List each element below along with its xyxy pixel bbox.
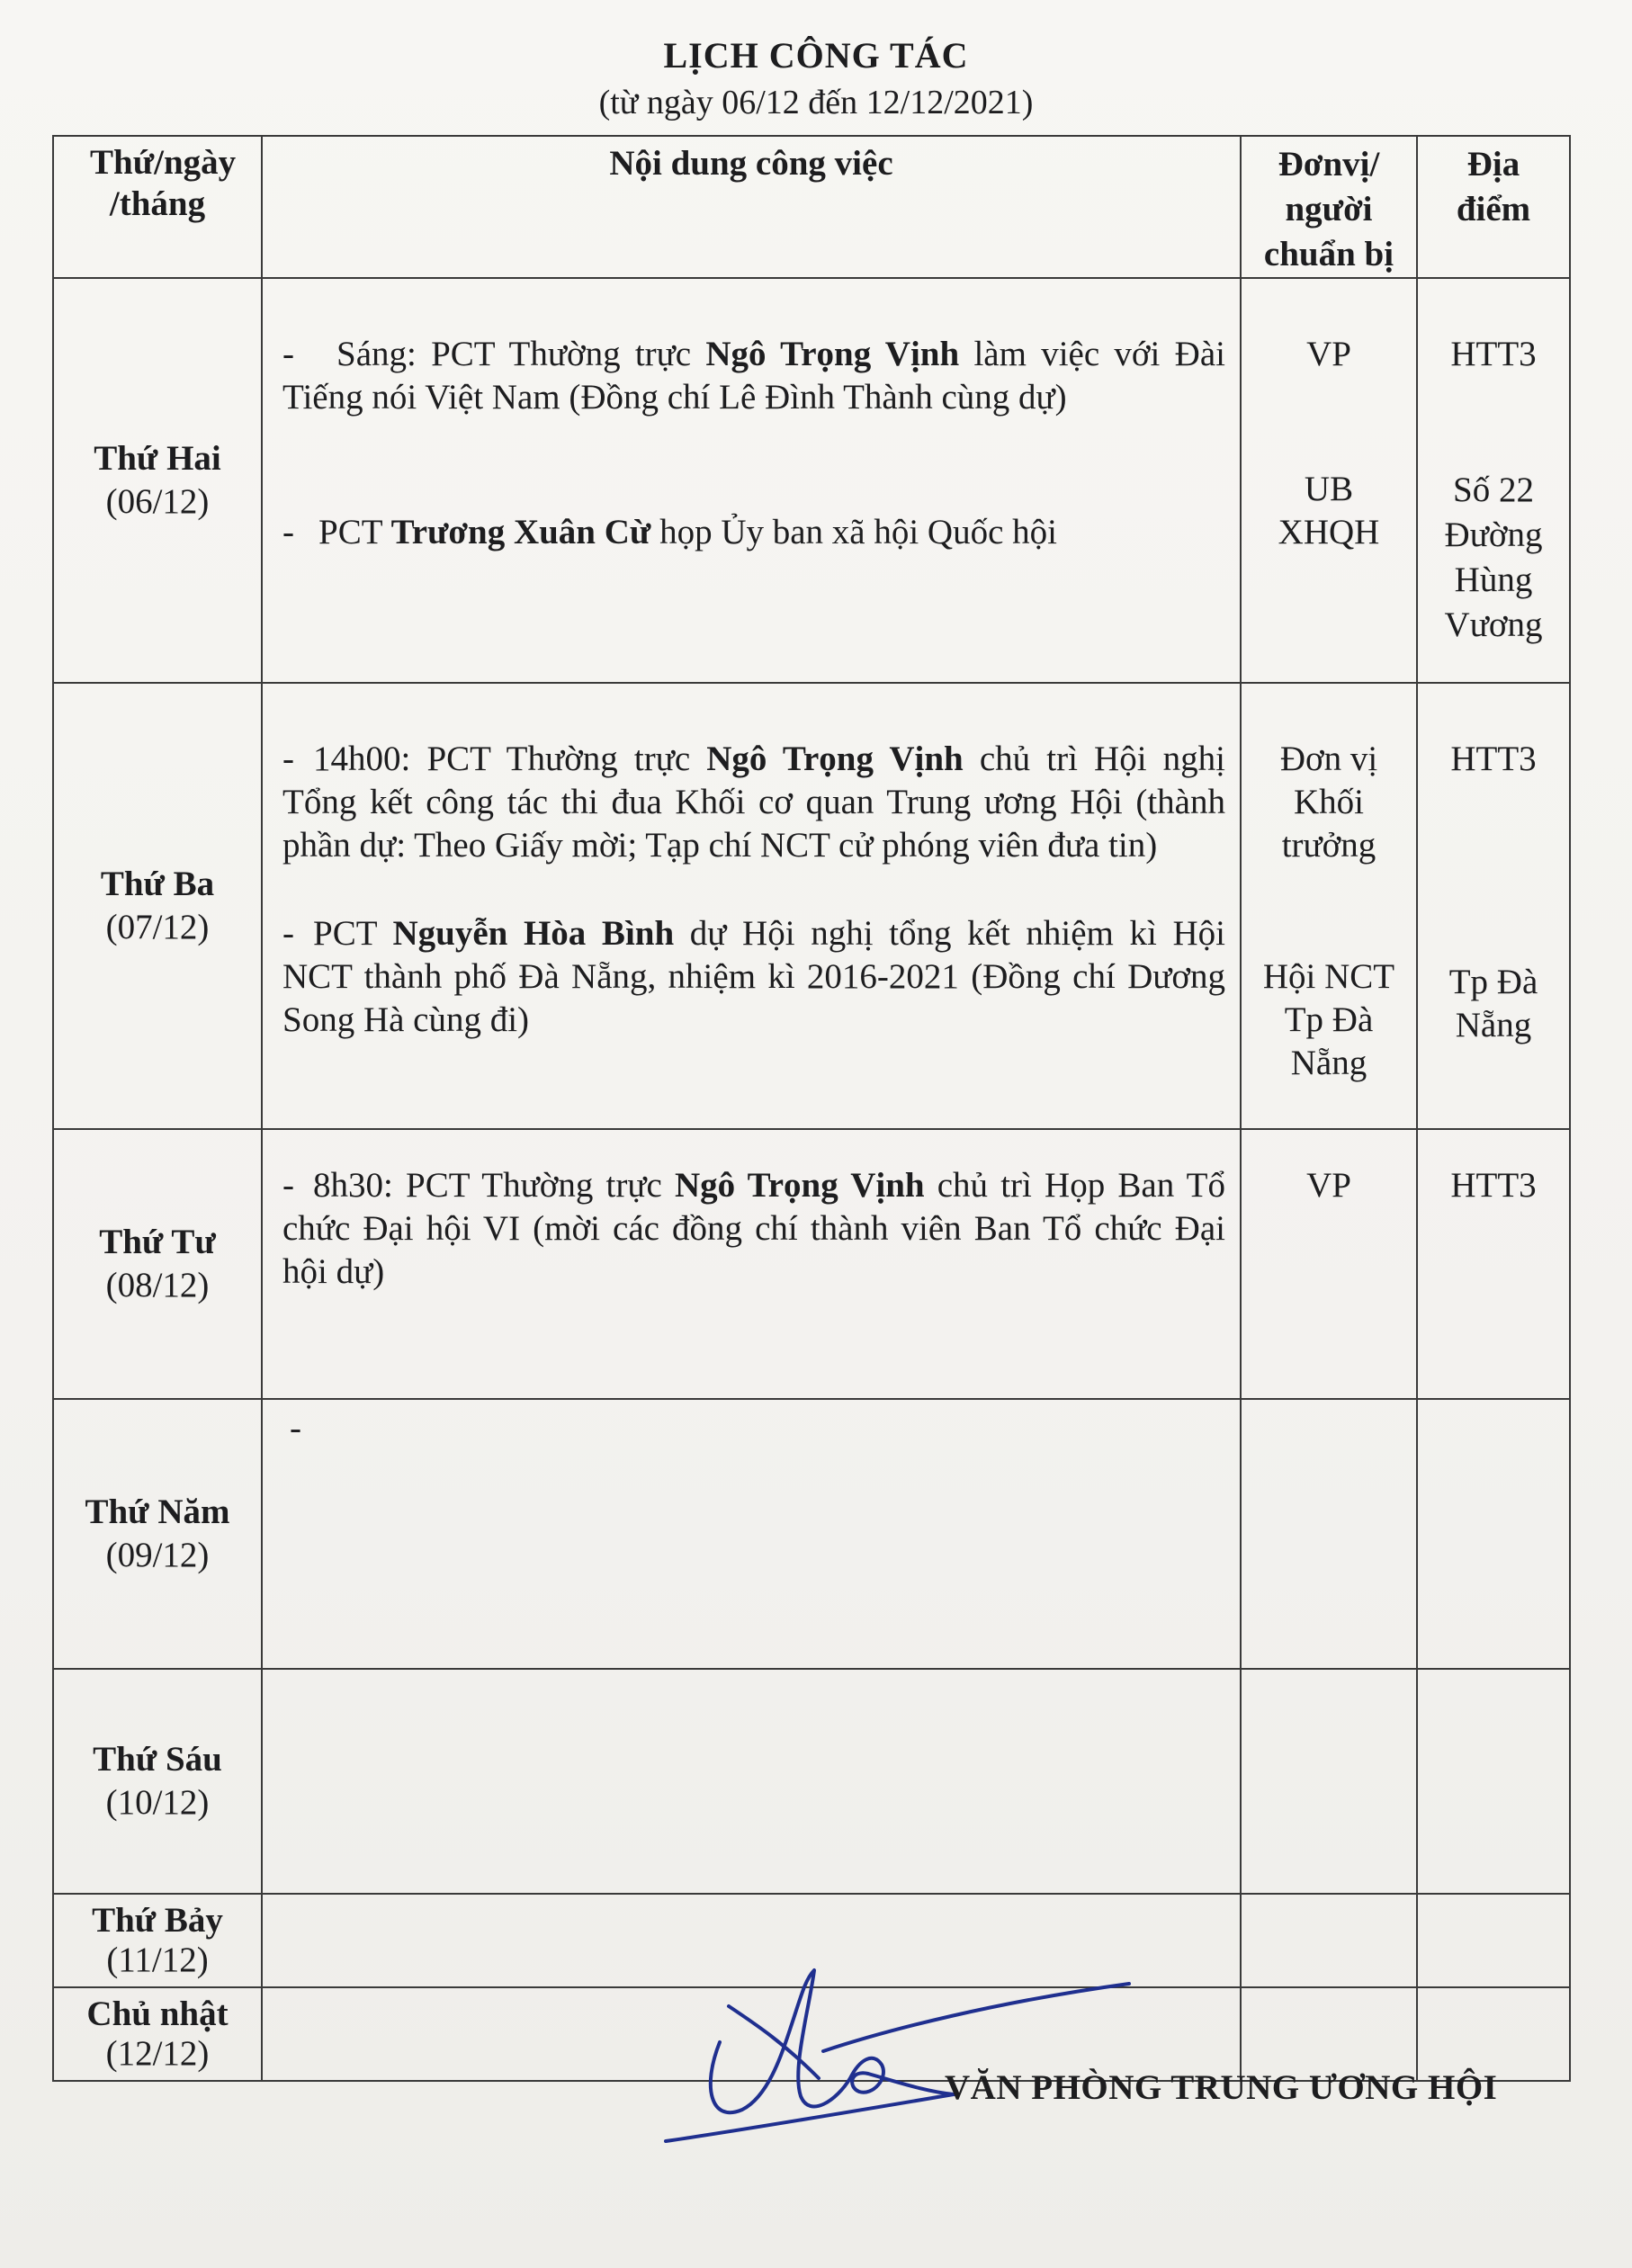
task-item: - PCT Trương Xuân Cừ họp Ủy ban xã hội Quốc hội [282, 513, 1057, 551]
day-cell [53, 278, 262, 683]
document-title: LỊCH CÔNG TÁC [663, 35, 969, 76]
day-date: (12/12) [105, 2034, 210, 2073]
day-cell [53, 683, 262, 1129]
column-header-content: Nội dung công việc [262, 136, 1241, 278]
place-cell [1417, 1399, 1570, 1669]
unit-cell [1241, 1669, 1417, 1894]
day-date: (08/12) [105, 1266, 210, 1304]
day-name: Thứ Năm [85, 1493, 230, 1531]
day-date: (09/12) [105, 1536, 210, 1574]
task-item: - PCT Nguyễn Hòa Bình dự Hội nghị tổng kết nhiệm kì Hội NCT thành phố Đà Nẵng, nhiệm kì 2016-2021 (Đồng chí Dương Song Hà cùng đi) [282, 914, 1225, 1039]
day-date: (06/12) [105, 482, 210, 521]
person-name: Trương Xuân Cừ [390, 513, 651, 551]
person-name: Ngô Trọng Vịnh [705, 335, 960, 373]
place-cell: HTT3 [1417, 1129, 1570, 1399]
date-range: (từ ngày 06/12 đến 12/12/2021) [598, 84, 1034, 121]
column-header-day: Thứ/ngày /tháng [53, 136, 262, 278]
day-date: (07/12) [105, 908, 210, 946]
office-name: VĂN PHÒNG TRUNG ƯƠNG HỘI [945, 2068, 1498, 2107]
day-name: Thứ Bảy [92, 1901, 223, 1940]
table-row [53, 683, 1570, 1129]
task-item: - 8h30: PCT Thường trực Ngô Trọng Vịnh chủ trì Họp Ban Tổ chức Đại hội VI (mời các đồng chí thành viên Ban Tổ chức Đại hội dự) [282, 1166, 1225, 1291]
day-name: Thứ Ba [100, 865, 215, 903]
day-name: Thứ Sáu [93, 1740, 222, 1779]
day-date: (11/12) [106, 1941, 209, 1979]
day-cell [53, 1129, 262, 1399]
place-cell [1417, 1894, 1570, 1987]
day-date: (10/12) [105, 1783, 210, 1822]
content-cell [262, 1669, 1241, 1894]
table-row [53, 1669, 1570, 1894]
day-name: Thứ Tư [99, 1223, 216, 1261]
person-name: Nguyễn Hòa Bình [392, 914, 675, 953]
place-cell: HTT3 Tp Đà Nẵng [1417, 683, 1570, 1129]
day-cell [53, 1894, 262, 1987]
day-name: Thứ Hai [94, 439, 221, 478]
unit-cell: VP [1241, 1129, 1417, 1399]
unit-cell: VP UB XHQH [1241, 278, 1417, 683]
day-name: Chủ nhật [86, 1995, 229, 2033]
place-cell: HTT3 Số 22 Đường Hùng Vương [1417, 278, 1570, 683]
task-item: - Sáng: PCT Thường trực Ngô Trọng Vịnh làm việc với Đài Tiếng nói Việt Nam (Đồng chí Lê Đình Thành cùng dự) [282, 335, 1225, 417]
day-cell [53, 1987, 262, 2081]
column-header-unit: Đơnvị/ người chuẩn bị [1241, 136, 1417, 278]
unit-cell: Đơn vị Khối trưởng Hội NCT Tp Đà Nẵng [1241, 683, 1417, 1129]
day-cell [53, 1669, 262, 1894]
table-row [53, 278, 1570, 683]
column-header-place: Địa điểm [1417, 136, 1570, 278]
unit-cell [1241, 1399, 1417, 1669]
content-cell: - [262, 1399, 1241, 1669]
table-row [53, 1399, 1570, 1669]
content-cell [262, 278, 1241, 683]
unit-cell [1241, 1894, 1417, 1987]
signature-stroke [666, 1970, 1129, 2141]
task-item: - 14h00: PCT Thường trực Ngô Trọng Vịnh chủ trì Hội nghị Tổng kết công tác thi đua Khối cơ quan Trung ương Hội (thành phần dự: Theo Giấy mời; Tạp chí NCT cử phóng viên đưa tin) [282, 740, 1225, 865]
signature-icon [657, 1943, 1161, 2150]
day-cell [53, 1399, 262, 1669]
content-cell [262, 1129, 1241, 1399]
table-header-row [53, 136, 1570, 278]
person-name: Ngô Trọng Vịnh [706, 740, 964, 778]
content-cell [262, 683, 1241, 1129]
table-row [53, 1129, 1570, 1399]
schedule-table [52, 135, 1571, 2082]
person-name: Ngô Trọng Vịnh [674, 1166, 925, 1205]
place-cell [1417, 1669, 1570, 1894]
